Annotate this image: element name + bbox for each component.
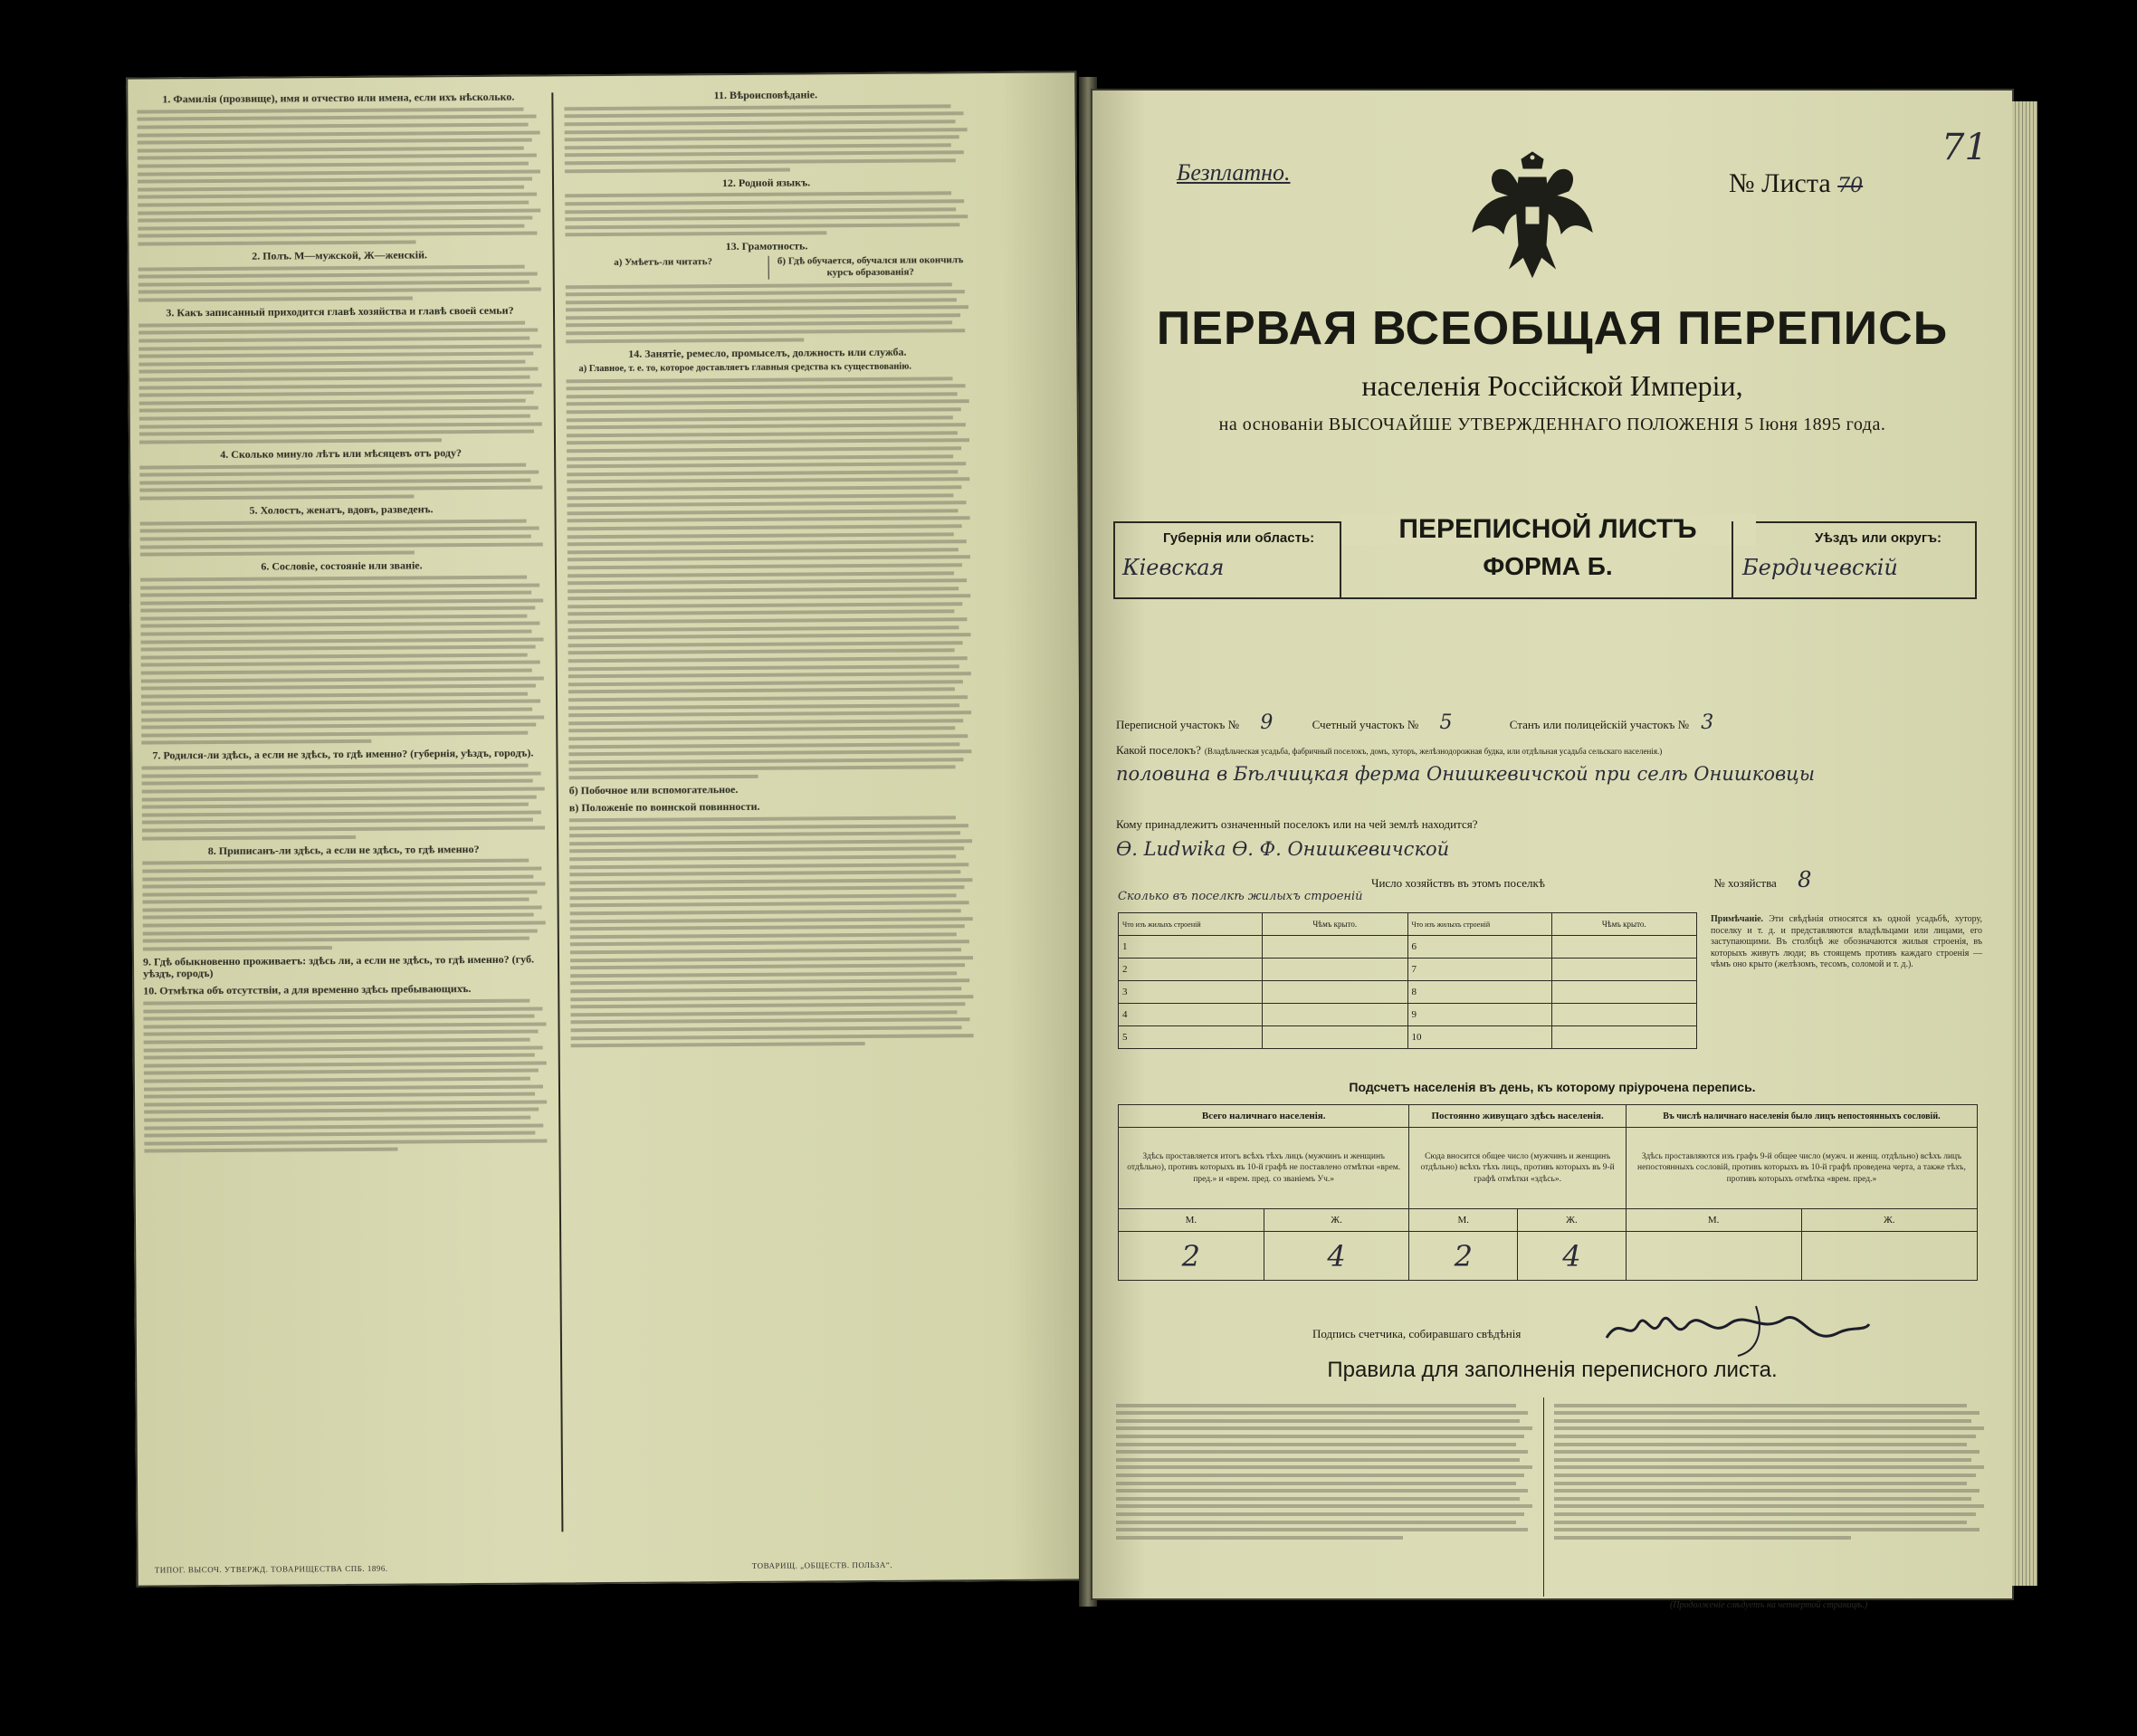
- rules-text-right: [1554, 1399, 1984, 1543]
- sex-label: М.: [1119, 1209, 1264, 1232]
- signature-label: Подпись счетчика, собиравшаго свѣдѣнія: [1312, 1327, 1522, 1340]
- pop-value: 2: [1409, 1232, 1518, 1281]
- section-heading: в) Положеніе по воинской повинности.: [568, 799, 760, 815]
- left-page: [126, 71, 1087, 1587]
- sex-label: М.: [1409, 1209, 1518, 1232]
- section-heading: 2. Полъ. М—мужской, Ж—женскій.: [252, 248, 428, 262]
- census-section-row: [1116, 711, 1985, 734]
- subheading: б) Гдѣ обучается, обучался или окончилъ курсъ образованія?: [768, 254, 968, 280]
- body-text: [139, 463, 542, 500]
- population-heading: Подсчетъ населенія въ день, къ которому пріурочена перепись.: [1349, 1080, 1756, 1094]
- section-heading: 8. Приписанъ-ли здѣсь, а если не здѣсь, то гдѣ именно?: [207, 842, 480, 857]
- table-header: Чѣмъ крыто.: [1263, 913, 1408, 936]
- page-subtitle-2: на основаніи ВЫСОЧАЙШЕ УТВЕРЖДЕННАГО ПОЛОЖЕНІЯ 5 Іюня 1895 года.: [1218, 415, 1886, 434]
- body-text: [564, 104, 967, 173]
- pop-value: [1626, 1232, 1801, 1281]
- free-label: Безплатно.: [1177, 159, 1291, 186]
- row-number: 1: [1119, 936, 1263, 959]
- sex-label: Ж.: [1518, 1209, 1627, 1232]
- camp-label: Станъ или полицейскій участокъ №: [1509, 718, 1690, 731]
- settlement-value: половина в Бѣлчицкая ферма Онишкевичской при селѣ Онишковцы: [1116, 763, 1815, 785]
- body-text: [138, 264, 541, 301]
- households-label: Число хозяйствъ въ этомъ поселкѣ: [1371, 876, 1545, 890]
- pop-desc: Сюда вносится общее число (мужчинъ и женщинъ отдѣльно) всѣхъ тѣхъ лицъ, противъ которыхъ въ 9-й графѣ отмѣтки «здѣсь».: [1409, 1128, 1626, 1209]
- district-value: Бердичевскій: [1742, 555, 1898, 580]
- owner-value: Ѳ. Ludwika Ѳ. Ф. Онишкевичской: [1116, 838, 1450, 860]
- body-text: [142, 859, 546, 951]
- section-heading: 4. Сколько минуло лѣтъ или мѣсяцевъ отъ роду?: [220, 445, 462, 461]
- footer-right: ТОВАРИЩ. „ОБЩЕСТВ. ПОЛЬЗА“.: [751, 1560, 893, 1570]
- body-text: [140, 575, 544, 745]
- settlement-label: Какой поселокъ?: [1116, 743, 1201, 757]
- table-row: [1119, 1004, 1697, 1026]
- section-heading: 1. Фамилія (прозвище), имя и отчество или имена, если ихъ нѣсколько.: [162, 90, 515, 106]
- pop-desc: Здѣсь проставляются изъ графъ 9-й общее число (мужч. и женщ. отдѣльно) всѣхъ лицъ непостоянныхъ сословій, противъ которыхъ въ 10-й графѣ проведена черта, а также тѣхъ, противъ которыхъ отмѣтка «врем. пред.»: [1626, 1128, 1977, 1209]
- pop-desc: Здѣсь проставляется итогъ всѣхъ тѣхъ лицъ (мужчинъ и женщинъ отдѣльно), противъ которыхъ въ 10-й графѣ не поставлено отмѣтки «врем. пред.» и «врем. пред. со званіемъ Уч.»: [1119, 1128, 1409, 1209]
- row-number: 6: [1407, 936, 1551, 959]
- population-table: [1118, 1104, 1978, 1281]
- row-number: 2: [1119, 959, 1263, 981]
- pop-header: Постоянно живущаго здѣсь населенія.: [1409, 1105, 1626, 1128]
- page-title: ПЕРВАЯ ВСЕОБЩАЯ ПЕРЕПИСЬ: [1156, 302, 1949, 355]
- note-label: Примѣчаніе.: [1711, 914, 1764, 924]
- body-text: [565, 192, 968, 237]
- body-text: а) Главное, т. е. то, которое доставляетъ главныя средства къ существованію.: [578, 361, 911, 375]
- pop-value: [1801, 1232, 1977, 1281]
- right-page: [1091, 89, 2014, 1610]
- section-heading: 5. Холостъ, женатъ, вдовъ, разведенъ.: [249, 502, 434, 517]
- buildings-label: Сколько въ поселкѣ жилыхъ строеній: [1118, 890, 1363, 903]
- footer-left: ТИПОГ. ВЫСОЧ. УТВЕРЖД. ТОВАРИЩЕСТВА СПБ. 1896.: [154, 1563, 388, 1575]
- table-header: Чѣмъ крыто.: [1551, 913, 1697, 936]
- section-heading: б) Побочное или вспомогательное.: [568, 782, 739, 797]
- settlement-hint: (Владѣльческая усадьба, фабричный поселокъ, домъ, хуторъ, желѣзнодорожная будка, или отдѣльная усадьба сельскаго населенія.): [1204, 747, 1663, 756]
- census-section-label: Переписной участокъ №: [1116, 718, 1240, 731]
- note-text: Эти свѣдѣнія относятся къ одной усадьбѣ, хутору, поселку и т. д. и представляются владѣльцами или лицами, его заступающими. Въ столбцѣ же обозначаются жилыя строенія, въ которыхъ живутъ люди; въ стоящемъ противъ каждаго строенія — чѣмъ оно крыто (желѣзомъ, тесомъ, соломой и т. д.).: [1711, 914, 1982, 969]
- body-text: [140, 519, 543, 556]
- count-section-value: 5: [1439, 711, 1453, 734]
- body-text: [567, 377, 972, 779]
- page-edges: [2012, 101, 2037, 1586]
- province-label: Губернія или область:: [1163, 530, 1315, 546]
- table-row: [1119, 981, 1697, 1004]
- section-heading: 14. Занятіе, ремесло, промыселъ, должность или служба.: [628, 345, 907, 360]
- row-number: 9: [1407, 1004, 1551, 1026]
- table-row: [1119, 959, 1697, 981]
- row-number: 8: [1407, 981, 1551, 1004]
- signature-icon: [1602, 1297, 1874, 1360]
- rules-text-left: [1116, 1399, 1532, 1543]
- section-heading: 11. Вѣроисповѣданіе.: [713, 88, 818, 102]
- camp-value: 3: [1701, 711, 1714, 734]
- body-text: [142, 764, 546, 840]
- body-text: [137, 107, 540, 245]
- form-title: ПЕРЕПИСНОЙ ЛИСТЪ: [1340, 514, 1756, 545]
- rules-title: Правила для заполненія переписного листа.: [1327, 1358, 1778, 1382]
- section-heading: 9. Гдѣ обыкновенно проживаетъ: здѣсь ли, а если не здѣсь, то гдѣ именно? (губ. уѣздъ, городъ): [142, 952, 535, 980]
- section-heading: 3. Какъ записанный приходится главѣ хозяйства и главѣ своей семьи?: [166, 303, 514, 320]
- row-number: 7: [1407, 959, 1551, 981]
- table-row: [1119, 936, 1697, 959]
- household-no-label: № хозяйства: [1713, 876, 1777, 890]
- body-text: [569, 816, 974, 1047]
- form-name: ФОРМА Б.: [1483, 552, 1613, 580]
- row-number: 10: [1407, 1026, 1551, 1049]
- left-column-1: [137, 85, 547, 1157]
- pop-header: Всего наличнаго населенія.: [1119, 1105, 1409, 1128]
- table-header: Что изъ жилыхъ строеній: [1407, 913, 1551, 936]
- table-header: Что изъ жилыхъ строеній: [1119, 913, 1263, 936]
- buildings-note: [1711, 914, 1982, 971]
- row-number: 5: [1119, 1026, 1263, 1049]
- settlement-row: [1116, 742, 1985, 758]
- section-heading: 13. Грамотность.: [725, 239, 808, 253]
- pop-header: Въ числѣ наличнаго населенія было лицъ непостоянныхъ сословій.: [1626, 1105, 1977, 1128]
- households-row: [1371, 867, 1996, 892]
- sex-label: М.: [1626, 1209, 1801, 1232]
- province-value: Кіевская: [1122, 555, 1225, 580]
- census-section-value: 9: [1260, 711, 1274, 734]
- household-no-value: 8: [1798, 867, 1812, 892]
- body-text: [566, 282, 968, 343]
- pop-value: 4: [1264, 1232, 1409, 1281]
- count-section-label: Счетный участокъ №: [1312, 718, 1419, 731]
- left-column-2: [564, 82, 973, 1052]
- table-row: [1119, 1026, 1697, 1049]
- body-text: [143, 999, 547, 1153]
- sex-label: Ж.: [1801, 1209, 1977, 1232]
- sex-label: Ж.: [1264, 1209, 1409, 1232]
- sheet-no-label: № Листа: [1729, 168, 1831, 198]
- continued-note: (Продолженіе слѣдуетъ на четвертой страницѣ.): [1670, 1600, 1868, 1610]
- imperial-eagle-icon: [1469, 150, 1596, 286]
- section-heading: 7. Родился-ли здѣсь, а если не здѣсь, то гдѣ именно? (губернія, уѣздъ, городъ).: [152, 746, 534, 762]
- corner-number: 71: [1941, 127, 1988, 168]
- row-number: 4: [1119, 1004, 1263, 1026]
- body-text: [138, 320, 542, 444]
- subheading: а) Умѣетъ-ли читать?: [614, 255, 713, 268]
- pop-value: 2: [1119, 1232, 1264, 1281]
- section-heading: 12. Родной языкъ.: [721, 175, 811, 189]
- district-label: Уѣздъ или округъ:: [1815, 530, 1942, 546]
- sheet-no-value: 70: [1837, 175, 1864, 197]
- section-heading: 10. Отмѣтка объ отсутствіи, а для временно здѣсь пребывающихъ.: [143, 982, 472, 997]
- buildings-table: [1118, 912, 1697, 1049]
- pop-value: 4: [1518, 1232, 1627, 1281]
- sheet-number: [1729, 168, 1863, 199]
- row-number: 3: [1119, 981, 1263, 1004]
- owner-label: Кому принадлежитъ означенный поселокъ или на чей землѣ находится?: [1116, 817, 1478, 831]
- page-subtitle: населенія Россійской Имперіи,: [1361, 369, 1743, 402]
- section-heading: 6. Сословіе, состояніе или званіе.: [261, 558, 423, 573]
